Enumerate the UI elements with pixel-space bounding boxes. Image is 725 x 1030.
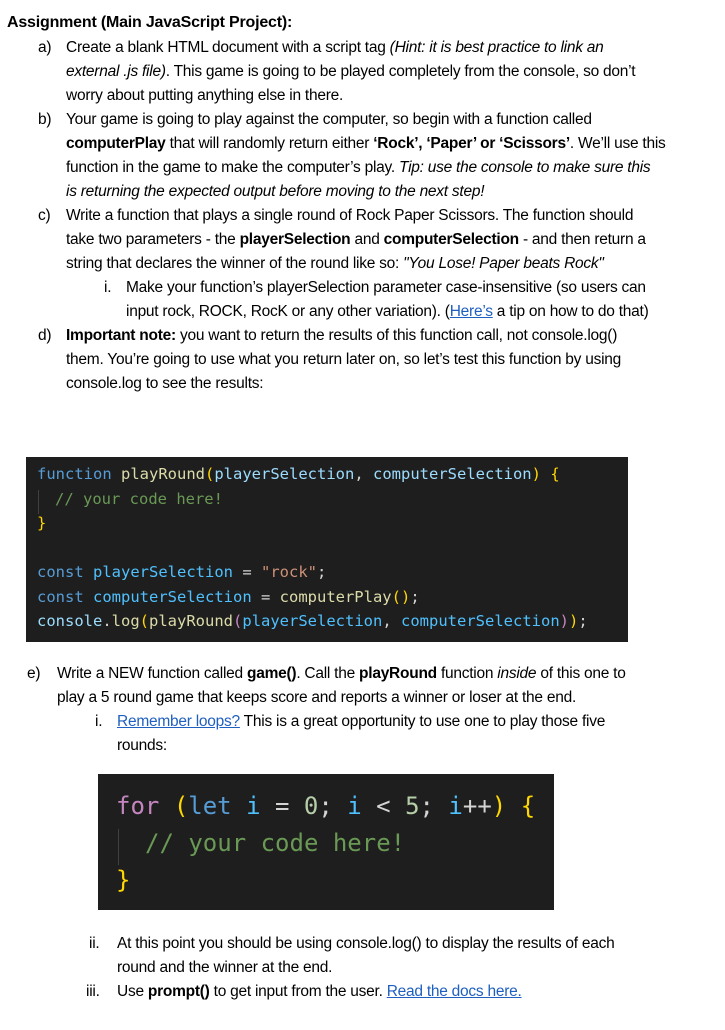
token: const <box>37 563 84 581</box>
remember-loops-link[interactable]: Remember loops? <box>117 713 240 730</box>
item-c-line-1: Write a function that plays a single round of Rock Paper Scissors. The function should <box>66 207 634 224</box>
code-block-for-loop <box>98 774 554 910</box>
text: . Call the <box>296 665 360 682</box>
text: . We’ll use this <box>569 135 666 152</box>
param-name: playerSelection <box>239 231 351 248</box>
item-e-ii-line-1: At this point you should be using console.log() to display the results of each <box>117 935 615 952</box>
text: function <box>436 665 498 682</box>
text: Write a NEW function called <box>57 665 247 682</box>
item-a-line-3: worry about putting anything else in there. <box>66 87 344 104</box>
item-e-ii-line-2: round and the winner at the end. <box>117 959 333 976</box>
hint-text: (Hint: it is best practice to link an <box>389 39 604 56</box>
item-d-line-1 <box>66 324 617 348</box>
item-b-marker: b) <box>38 111 52 128</box>
item-e-line-2: play a 5 round game that keeps score and reports a winner or loser at the end. <box>57 689 577 706</box>
emphasis: inside <box>497 665 537 682</box>
code-line-1: for (let i = 0; i < 5; i++) { <box>116 792 536 820</box>
token: i <box>246 792 261 820</box>
tip-text: Tip: use the console to make sure this <box>399 159 651 176</box>
item-c-line-2 <box>66 228 646 252</box>
token: // your code here! <box>55 490 223 508</box>
item-b-line-1: Your game is going to play against the computer, so begin with a function called <box>66 111 592 128</box>
token: 5 <box>405 792 420 820</box>
text: . This game is going to be played completely from the console, so don’t <box>165 63 636 80</box>
hint-text: external .js file) <box>66 63 166 80</box>
token: playRound <box>121 465 205 483</box>
item-b-line-3 <box>66 156 650 180</box>
token: "rock" <box>261 563 317 581</box>
document-title: Assignment (Main JavaScript Project): <box>7 14 293 31</box>
text: function in the game to make the computer’s play. <box>66 159 399 176</box>
token: // your code here! <box>145 829 406 857</box>
token: playerSelection <box>214 465 355 483</box>
code-block-playround <box>26 457 628 642</box>
text: Create a blank HTML document with a script tag <box>66 39 390 56</box>
code-line-6: const computerSelection = computerPlay(); <box>37 588 420 606</box>
indent-guide <box>38 490 39 514</box>
text: This is a great opportunity to use one to play those five <box>239 713 606 730</box>
item-c-line-3 <box>66 252 604 276</box>
code-line-2 <box>55 490 223 508</box>
item-c-marker: c) <box>38 207 51 224</box>
item-b-line-4 <box>66 180 484 204</box>
text: take two parameters - the <box>66 231 240 248</box>
item-a-line-1 <box>66 36 604 60</box>
function-name: prompt() <box>147 983 210 1000</box>
token: const <box>37 588 84 606</box>
code-line-3: } <box>37 514 47 532</box>
indent-guide <box>118 829 119 865</box>
text: to get input from the user. <box>209 983 387 1000</box>
text: - and then return a <box>518 231 646 248</box>
item-e-i-marker: i. <box>95 713 103 730</box>
item-e-i-line-2: rounds: <box>117 737 167 754</box>
token: computerSelection <box>401 612 560 630</box>
item-e-iii-marker: iii. <box>86 983 100 1000</box>
code-line-1: function playRound(playerSelection, computerSelection) { <box>37 465 560 483</box>
token: for <box>116 792 160 820</box>
item-e-i-line-1 <box>117 710 605 734</box>
item-c-i-line-2 <box>126 300 648 324</box>
text: that will randomly return either <box>165 135 374 152</box>
text: input rock, ROCK, RocK or any other variation). ( <box>126 303 450 320</box>
important-label: Important note: <box>66 327 176 344</box>
token: computerPlay <box>279 588 392 606</box>
token: playRound <box>149 612 234 630</box>
item-a-line-2 <box>66 60 635 84</box>
item-e-marker: e) <box>27 665 41 682</box>
item-d-marker: d) <box>38 327 52 344</box>
item-e-iii-line <box>117 980 522 1004</box>
text: Use <box>117 983 148 1000</box>
function-name: computerPlay <box>66 135 166 152</box>
choices: ‘Rock’, ‘Paper’ or ‘Scissors’ <box>373 135 570 152</box>
code-line-7: console.log(playRound(playerSelection, computerSelection)); <box>37 612 588 630</box>
token: playerSelection <box>93 563 233 581</box>
token: computerSelection <box>93 588 252 606</box>
item-a-marker: a) <box>38 39 52 56</box>
text: of this one to <box>536 665 626 682</box>
token: log <box>111 612 140 630</box>
tip-text: is returning the expected output before moving to the next step! <box>66 183 485 200</box>
text: a tip on how to do that) <box>492 303 649 320</box>
token: i <box>347 792 362 820</box>
code-line-5: const playerSelection = "rock"; <box>37 563 327 581</box>
token: playerSelection <box>242 612 383 630</box>
text: string that declares the winner of the round like so: <box>66 255 404 272</box>
example-string: "You Lose! Paper beats Rock" <box>403 255 604 272</box>
item-e-ii-marker: ii. <box>89 935 100 952</box>
text: you want to return the results of this function call, not console.log() <box>175 327 618 344</box>
code-line-3: } <box>116 866 131 894</box>
token: i <box>448 792 463 820</box>
param-name: computerSelection <box>383 231 519 248</box>
token: 0 <box>303 792 319 820</box>
token: let <box>188 792 232 820</box>
read-the-docs-link[interactable]: Read the docs here. <box>386 983 522 1000</box>
item-c-i-line-1: Make your function’s playerSelection parameter case-insensitive (so users can <box>126 279 646 296</box>
token: computerSelection <box>373 465 532 483</box>
item-b-line-2 <box>66 132 666 156</box>
item-d-line-2: them. You’re going to use what you return later on, so let’s test this function by using <box>66 351 622 368</box>
item-d-line-3: console.log to see the results: <box>66 375 264 392</box>
function-name: playRound <box>359 665 437 682</box>
code-line-2 <box>145 829 405 857</box>
text: and <box>350 231 384 248</box>
item-e-line-1 <box>57 662 626 686</box>
token: console <box>37 612 103 630</box>
item-c-i-marker: i. <box>104 279 112 296</box>
heres-tip-link[interactable]: Here’s <box>449 303 493 320</box>
token: function <box>37 465 112 483</box>
function-name: game() <box>246 665 297 682</box>
